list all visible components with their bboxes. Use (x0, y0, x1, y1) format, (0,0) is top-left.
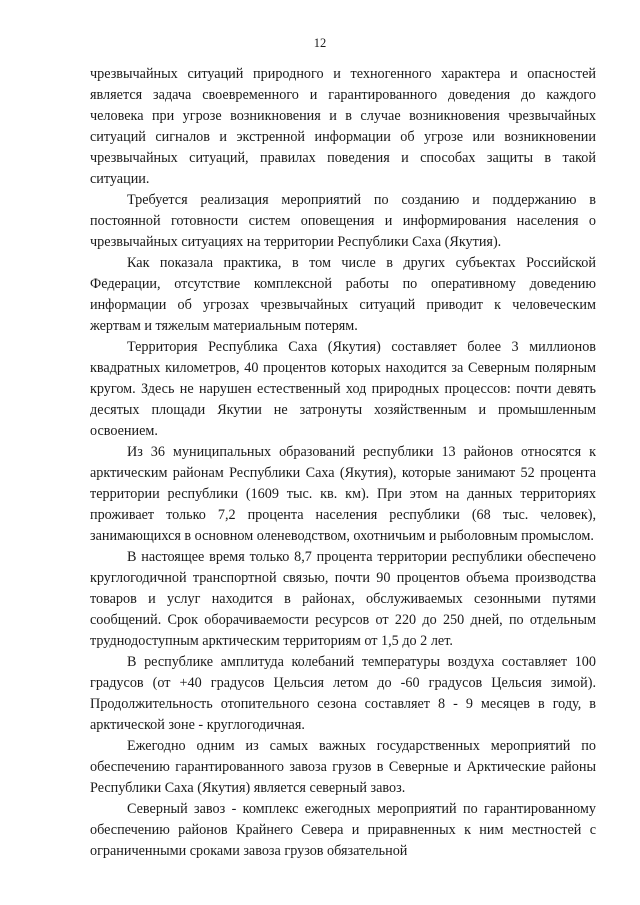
paragraph-arctic-districts: Из 36 муниципальных образований республики 13 районов относятся к арктическим районам Республики Саха (Якутия), которые занимают 52 процента территории республики (1609 тыс. кв. км). При этом на данных территориях проживает только 7,2 процента населения республики (68 тыс. человек), занимающихся в основном оленеводством, охотничьим и рыболовным промыслом. (90, 444, 596, 544)
paragraph-warning-systems: Требуется реализация мероприятий по созданию и поддержанию в постоянной готовности систем оповещения и информирования населения о чрезвычайных ситуациях на территории Республики Саха (Якутия). (90, 192, 596, 250)
paragraph-temperature: В республике амплитуда колебаний температуры воздуха составляет 100 градусов (от +40 градусов Цельсия летом до -60 градусов Цельсия зимой). Продолжительность отопительного сезона составляет 8 - 9 месяцев в году, в арктической зоне - круглогодичная. (90, 654, 596, 733)
paragraph-practice: Как показала практика, в том числе в других субъектах Российской Федерации, отсутствие комплексной работы по оперативному доведению информации об угрозах чрезвычайных ситуаций приводит к человеческим жертвам и тяжелым материальным потерям. (90, 255, 596, 334)
paragraph-continuation: чрезвычайных ситуаций природного и техногенного характера и опасностей является задача своевременного и гарантированного доведения до каждого человека при угрозе возникновения и в случае возникновения чрезвычайных ситуаций сигналов и экстренной информации об угрозе или возникновении чрезвычайных ситуаций, правилах поведения и способах защиты в такой ситуации. (90, 66, 596, 187)
page-number: 12 (313, 36, 327, 50)
paragraph-cargo-delivery: Ежегодно одним из самых важных государственных мероприятий по обеспечению гарантированного завоза грузов в Северные и Арктические районы Республики Саха (Якутия) является северный завоз. (90, 738, 596, 796)
paragraph-northern-delivery: Северный завоз - комплекс ежегодных мероприятий по гарантированному обеспечению районов Крайнего Севера и приравненных к ним местностей с ограниченными сроками завоза грузов обязательной (90, 801, 596, 859)
paragraph-territory: Территория Республика Саха (Якутия) составляет более 3 миллионов квадратных километров, 40 процентов которых находится за Северным полярным кругом. Здесь не нарушен естественный ход природных процессов: почти девять десятых площади Якутии не затронуты хозяйственным и промышленным освоением. (90, 339, 596, 439)
paragraph-transport: В настоящее время только 8,7 процента территории республики обеспечено круглогодичной транспортной связью, почти 90 процентов объема производства товаров и услуг находится в районах, обслуживаемых сезонными путями сообщений. Срок оборачиваемости ресурсов от 220 до 250 дней, по отдельным труднодоступным арктическим территориям от 1,5 до 2 лет. (90, 549, 596, 649)
body-text (90, 64, 596, 862)
